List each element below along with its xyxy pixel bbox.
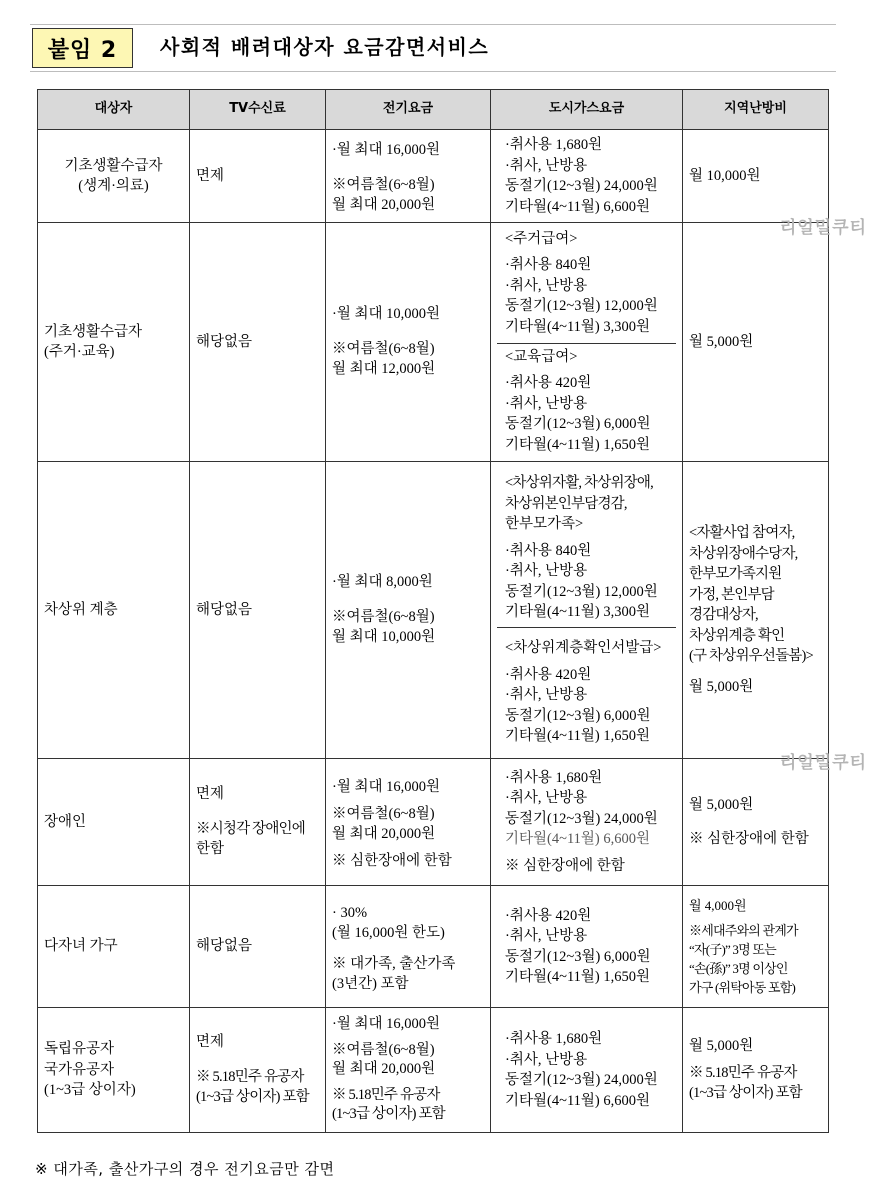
gas-block <box>497 132 676 220</box>
electricity-text: 월 최대 20,000원 <box>332 197 436 214</box>
gas-text: 동절기(12~3월) 24,000원 <box>505 178 658 194</box>
tv-cell <box>190 130 326 223</box>
heating-cell <box>683 223 829 462</box>
electricity-text: ·월 최대 16,000원 <box>332 1016 440 1033</box>
gas-text: 기타월(4~11월) 1,650원 <box>505 728 650 745</box>
electricity-text: ·월 최대 16,000원 <box>332 779 440 795</box>
gas-block <box>497 765 676 880</box>
target-text: 기초생활수급자 <box>64 157 163 174</box>
header-top-rule <box>30 24 836 25</box>
target-cell <box>38 223 190 462</box>
gas-cell <box>491 759 683 886</box>
target-text: 차상위 계층 <box>44 601 118 618</box>
heating-text: 월 5,000원 <box>689 796 754 813</box>
tv-text: (1~3급 상이자) 포함 <box>196 1089 309 1106</box>
electricity-cell <box>326 886 491 1008</box>
discount-table <box>37 89 829 1133</box>
gas-text: 차상위본인부담경감, <box>505 495 627 512</box>
electricity-text: ※여름철(6~8월) <box>332 1041 435 1058</box>
gas-text: ·취사, 난방용 <box>505 157 588 174</box>
target-text: 장애인 <box>44 813 87 830</box>
heating-text: 가구 (위탁아동 포함) <box>689 980 796 995</box>
target-text: 기초생활수급자 <box>44 323 143 340</box>
table-row <box>38 759 829 886</box>
gas-cell <box>491 130 683 223</box>
target-text: 다자녀 가구 <box>44 938 118 955</box>
gas-text: ·취사용 1,680원 <box>505 137 603 153</box>
heating-text: 가정, 본인부담 <box>689 586 774 603</box>
gas-text: 기타월(4~11월) 6,600원 <box>505 1092 650 1109</box>
tv-cell <box>190 1008 326 1133</box>
gas-block-housing <box>497 226 676 343</box>
heating-cell <box>683 886 829 1008</box>
heating-text: “자(子)” 3명 또는 <box>689 942 776 957</box>
heating-text: 경감대상자, <box>689 607 758 623</box>
gas-text: ·취사, 난방용 <box>505 790 588 807</box>
tv-text: 해당없음 <box>196 333 253 350</box>
target-text: (생계·의료) <box>78 178 149 194</box>
target-text: 독립유공자 <box>44 1041 115 1058</box>
gas-text: 기타월(4~11월) 6,600원 <box>505 198 650 215</box>
heating-cell <box>683 130 829 223</box>
gas-block-near-poverty <box>497 470 676 627</box>
column-header-gas: 도시가스요금 <box>491 90 683 130</box>
gas-text: 기타월(4~11월) 3,300원 <box>505 604 650 621</box>
gas-text: ·취사용 420원 <box>505 907 592 924</box>
gas-block-certificate <box>497 627 676 750</box>
electricity-text: 월 최대 20,000원 <box>332 1061 436 1078</box>
electricity-text: 월 최대 10,000원 <box>332 629 436 646</box>
gas-text: 기타월(4~11월) 1,650원 <box>505 969 650 985</box>
gas-cell <box>491 886 683 1008</box>
heating-text: ※세대주와의 관계가 <box>689 923 798 938</box>
gas-text: 동절기(12~3월) 6,000원 <box>505 948 651 965</box>
gas-text: <차상위자활, 차상위장애, <box>505 475 653 492</box>
heating-cell <box>683 1008 829 1133</box>
heating-text: “손(孫)” 3명 이상인 <box>689 961 788 976</box>
heating-text: 월 4,000원 <box>689 898 747 913</box>
table-row <box>38 223 829 462</box>
attachment-badge: 붙임 2 <box>32 28 133 68</box>
column-header-heating: 지역난방비 <box>683 90 829 130</box>
watermark-text: 리얼밀쿠티 <box>779 753 867 773</box>
gas-text: ·취사용 840원 <box>505 542 592 559</box>
electricity-cell <box>326 1008 491 1133</box>
electricity-text: ·월 최대 16,000원 <box>332 142 440 159</box>
gas-block <box>497 903 676 991</box>
target-cell <box>38 462 190 759</box>
gas-block-education <box>497 343 676 459</box>
target-cell <box>38 759 190 886</box>
electricity-text: (월 16,000원 한도) <box>332 925 445 941</box>
target-cell <box>38 1008 190 1133</box>
heating-text: 월 5,000원 <box>689 333 754 350</box>
tv-text: 한함 <box>196 841 225 858</box>
table-row <box>38 1008 829 1133</box>
gas-text: ·취사용 420원 <box>505 666 592 683</box>
gas-text: ·취사, 난방용 <box>505 277 588 294</box>
gas-text: ·취사용 420원 <box>505 375 592 392</box>
heating-text: 한부모가족지원 <box>689 566 782 582</box>
gas-text: ·취사, 난방용 <box>505 395 588 412</box>
electricity-cell <box>326 223 491 462</box>
gas-cell <box>491 462 683 759</box>
heating-cell <box>683 759 829 886</box>
electricity-text: ※여름철(6~8월) <box>332 340 435 357</box>
gas-text: <차상위계층확인서발급> <box>505 640 662 657</box>
tv-cell <box>190 759 326 886</box>
gas-text: ·취사, 난방용 <box>505 1051 588 1068</box>
electricity-text: 월 최대 12,000원 <box>332 361 436 378</box>
table-row <box>38 462 829 759</box>
table-row <box>38 130 829 223</box>
electricity-cell <box>326 130 491 223</box>
gas-text: ·취사용 1,680원 <box>505 1031 603 1047</box>
gas-text: ·취사용 840원 <box>505 257 592 274</box>
electricity-text: 월 최대 20,000원 <box>332 826 436 842</box>
heating-text: 차상위장애수당자, <box>689 545 798 562</box>
heating-text: ※ 심한장애에 한함 <box>689 831 809 847</box>
tv-text: 해당없음 <box>196 601 253 618</box>
gas-text: ※ 심한장애에 한함 <box>505 857 625 874</box>
gas-text: 동절기(12~3월) 6,000원 <box>505 416 651 433</box>
gas-text: 동절기(12~3월) 12,000원 <box>505 583 658 600</box>
electricity-text: ※여름철(6~8월) <box>332 805 435 822</box>
target-cell <box>38 886 190 1008</box>
gas-cell <box>491 1008 683 1133</box>
electricity-text: ※여름철(6~8월) <box>332 608 435 625</box>
tv-text: ※ 5.18민주 유공자 <box>196 1068 304 1085</box>
electricity-text: ※ 심한장애에 한함 <box>332 852 452 869</box>
gas-text: ·취사, 난방용 <box>505 563 588 580</box>
target-text: 국가유공자 <box>44 1061 115 1078</box>
heating-text: 월 5,000원 <box>689 1038 754 1055</box>
column-header-target: 대상자 <box>38 90 190 130</box>
electricity-text: (3년간) 포함 <box>332 976 409 992</box>
tv-text: 해당없음 <box>196 938 253 955</box>
gas-text: 기타월(4~11월) 1,650원 <box>505 436 650 453</box>
gas-text: 동절기(12~3월) 24,000원 <box>505 1072 658 1088</box>
electricity-text: ※ 5.18민주 유공자 <box>332 1086 440 1103</box>
electricity-text: ※여름철(6~8월) <box>332 176 435 193</box>
column-header-tv: TV수신료 <box>190 90 326 130</box>
electricity-text: ·월 최대 10,000원 <box>332 306 440 323</box>
gas-text: ·취사, 난방용 <box>505 687 588 704</box>
column-header-electricity: 전기요금 <box>326 90 491 130</box>
gas-text: <주거급여> <box>505 230 578 247</box>
gas-cell <box>491 223 683 462</box>
table-header-row <box>38 90 829 130</box>
heating-text: 차상위계층 확인 <box>689 627 785 644</box>
gas-text: 동절기(12~3월) 6,000원 <box>505 707 651 724</box>
table-row <box>38 886 829 1008</box>
gas-text: ·취사, 난방용 <box>505 928 588 944</box>
tv-text: 면제 <box>196 786 225 803</box>
gas-text: 기타월(4~11월) 6,600원 <box>505 831 650 848</box>
gas-text: 동절기(12~3월) 24,000원 <box>505 810 658 827</box>
electricity-text: · 30% <box>332 904 368 921</box>
heating-cell <box>683 462 829 759</box>
target-text: (주거·교육) <box>44 344 115 360</box>
tv-text: 면제 <box>196 1034 225 1051</box>
document-title: 사회적 배려대상자 요금감면서비스 <box>160 35 490 59</box>
tv-text: 면제 <box>196 167 225 184</box>
gas-text: <교육급여> <box>505 348 578 365</box>
electricity-text: (1~3급 상이자) 포함 <box>332 1106 445 1123</box>
target-cell <box>38 130 190 223</box>
tv-cell <box>190 223 326 462</box>
gas-text: 한부모가족> <box>505 516 584 533</box>
gas-text: ·취사용 1,680원 <box>505 769 603 786</box>
gas-text: 기타월(4~11월) 3,300원 <box>505 318 650 335</box>
header-bottom-rule <box>30 71 836 72</box>
watermark-text: 리얼밀쿠티 <box>779 218 867 238</box>
heating-text: (1~3급 상이자) 포함 <box>689 1085 802 1102</box>
heating-text: 월 10,000원 <box>689 167 761 184</box>
electricity-text: ※ 대가족, 출산가족 <box>332 955 456 972</box>
gas-text: 동절기(12~3월) 12,000원 <box>505 298 658 315</box>
tv-text: ※시청각 장애인에 <box>196 820 305 837</box>
gas-block <box>497 1026 676 1114</box>
tv-cell <box>190 886 326 1008</box>
tv-cell <box>190 462 326 759</box>
heating-text: (구 차상위우선돌봄)> <box>689 648 813 664</box>
electricity-cell <box>326 759 491 886</box>
electricity-text: ·월 최대 8,000원 <box>332 574 433 591</box>
heating-text: 월 5,000원 <box>689 678 754 695</box>
heating-text: <자활사업 참여자, <box>689 525 795 541</box>
heating-text: ※ 5.18민주 유공자 <box>689 1064 797 1081</box>
footnote: ※ 대가족, 출산가구의 경우 전기요금만 감면 <box>35 1160 335 1178</box>
electricity-cell <box>326 462 491 759</box>
target-text: (1~3급 상이자) <box>44 1082 136 1099</box>
